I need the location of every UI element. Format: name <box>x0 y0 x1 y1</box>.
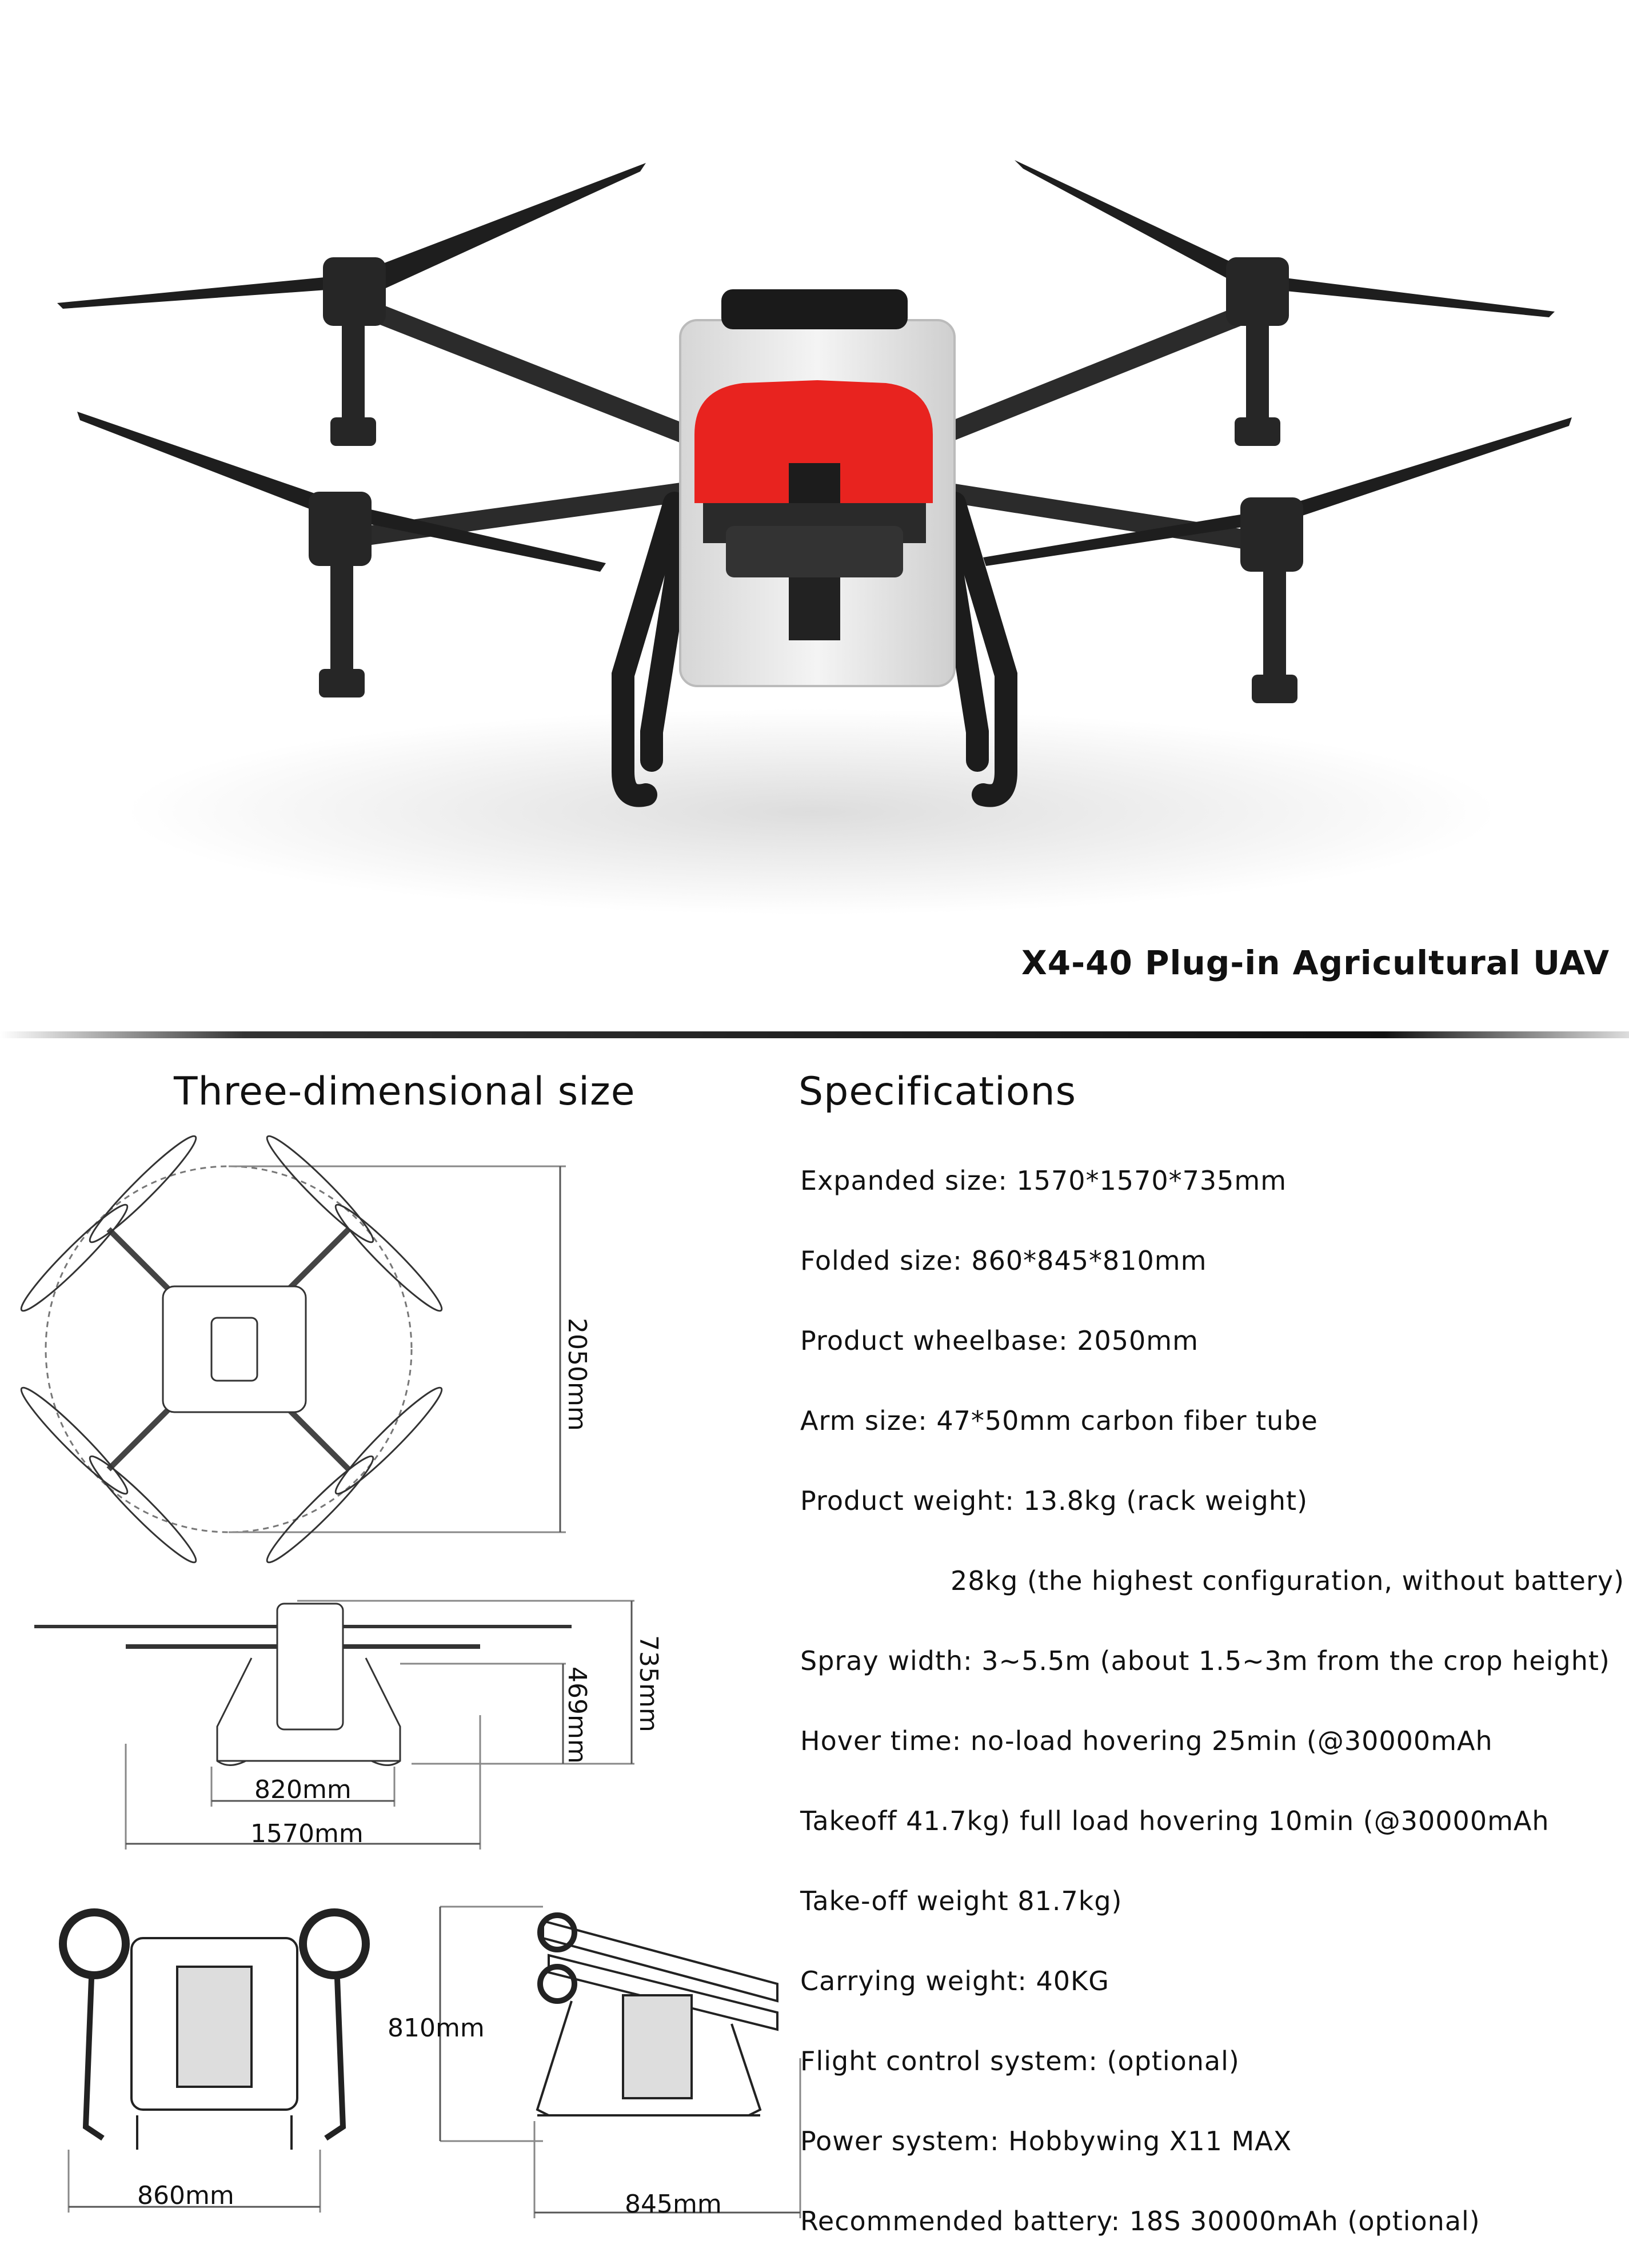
dimensions-section-title: Three-dimensional size <box>174 1069 636 1114</box>
dim-gear-height: 469mm <box>562 1667 592 1764</box>
tank-lid <box>721 289 908 329</box>
spec-item: Flight control system: (optional) <box>800 2046 1240 2076</box>
dim-wheelbase: 2050mm <box>562 1318 592 1431</box>
folded-front-drawing <box>63 1912 366 2213</box>
side-view-drawing <box>34 1601 634 1850</box>
dim-gear-width: 820mm <box>254 1775 352 1804</box>
product-title: X4-40 Plug-in Agricultural UAV <box>1021 943 1610 982</box>
divider <box>0 1031 1629 1038</box>
spec-item: 28kg (the highest configuration, without battery) <box>951 1565 1625 1596</box>
spec-item: Product wheelbase: 2050mm <box>800 1325 1199 1356</box>
drone-photo <box>57 160 1572 915</box>
spec-item: Hover time: no-load hovering 25min (@30000mAh <box>800 1725 1493 1756</box>
spec-item: Recommended battery: 18S 30000mAh (optional) <box>800 2206 1480 2237</box>
spec-item: Power system: Hobbywing X11 MAX <box>800 2126 1292 2157</box>
top-view-drawing <box>14 1129 566 1569</box>
spec-item: Spray width: 3~5.5m (about 1.5~3m from the crop height) <box>800 1645 1610 1676</box>
spec-item: Take-off weight 81.7kg) <box>800 1886 1123 1916</box>
spec-item: Carrying weight: 40KG <box>800 1966 1109 1996</box>
dim-height-expanded: 735mm <box>634 1635 663 1732</box>
spec-item: Takeoff 41.7kg) full load hovering 10min (@30000mAh <box>800 1805 1550 1836</box>
spec-item: Product weight: 13.8kg (rack weight) <box>800 1485 1308 1516</box>
dim-expanded-width: 1570mm <box>250 1819 364 1848</box>
folded-side-drawing <box>440 1907 800 2218</box>
spec-item: Expanded size: 1570*1570*735mm <box>800 1165 1287 1196</box>
specifications-section-title: Specifications <box>798 1069 1077 1114</box>
spec-item: Arm size: 47*50mm carbon fiber tube <box>800 1405 1318 1436</box>
dim-folded-height: 810mm <box>388 2014 485 2043</box>
dim-folded-width: 860mm <box>137 2181 234 2210</box>
dim-folded-depth: 845mm <box>625 2190 722 2219</box>
spec-item: Folded size: 860*845*810mm <box>800 1245 1207 1276</box>
